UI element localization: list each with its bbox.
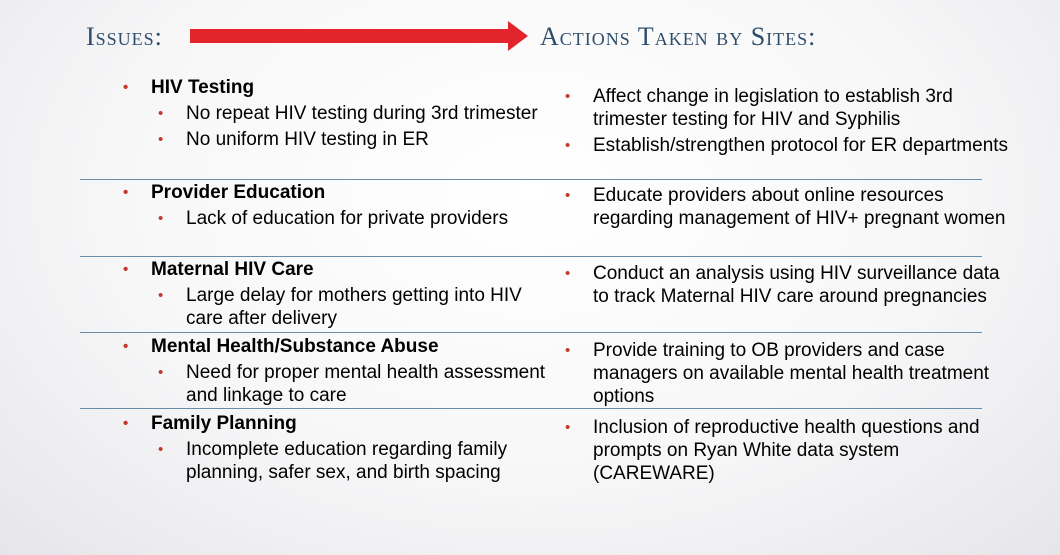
action-item: • Conduct an analysis using HIV surveillance data to track Maternal HIV care around pregnancies xyxy=(565,263,1000,307)
actions-heading: Actions Taken by Sites: xyxy=(540,22,817,51)
issue-hiv-testing xyxy=(123,76,551,151)
row-divider xyxy=(80,256,982,257)
action-item: • Educate providers about online resources regarding management of HIV+ pregnant women xyxy=(565,185,1006,229)
issue-topic: • Maternal HIV Care xyxy=(123,259,314,280)
arrow-shape xyxy=(190,21,528,51)
row-divider xyxy=(80,332,982,333)
action-mental-health xyxy=(565,339,1013,411)
issue-topic: • HIV Testing xyxy=(123,77,255,98)
right-arrow-icon xyxy=(190,21,528,51)
issue-family-planning xyxy=(123,412,551,484)
action-item: • Affect change in legislation to establish 3rd trimester testing for HIV and Syphilis xyxy=(565,86,953,130)
issue-detail: • No repeat HIV testing during 3rd trimester xyxy=(158,103,538,124)
issue-topic: • Family Planning xyxy=(123,413,297,434)
issue-detail: • Large delay for mothers getting into HIV care after delivery xyxy=(158,285,522,329)
action-maternal-hiv-care xyxy=(565,262,1013,311)
issue-provider-education xyxy=(123,181,551,230)
issue-maternal-hiv-care xyxy=(123,258,551,330)
issue-detail: • No uniform HIV testing in ER xyxy=(158,129,429,150)
issue-detail: • Lack of education for private providers xyxy=(158,208,509,229)
issue-mental-health xyxy=(123,335,551,407)
row-divider xyxy=(80,179,982,180)
issue-detail: • Incomplete education regarding family planning, safer sex, and birth spacing xyxy=(158,439,508,483)
action-item: • Inclusion of reproductive health questions and prompts on Ryan White data system (CAREWARE) xyxy=(565,417,980,484)
action-hiv-testing xyxy=(565,85,1013,160)
action-provider-education xyxy=(565,184,1013,233)
action-item: • Establish/strengthen protocol for ER departments xyxy=(565,135,1009,156)
action-item: • Provide training to OB providers and case managers on available mental health treatment options xyxy=(565,340,990,407)
issue-topic: • Provider Education xyxy=(123,182,326,203)
issue-detail: • Need for proper mental health assessment and linkage to care xyxy=(158,362,546,406)
action-family-planning xyxy=(565,416,1013,488)
issues-heading: Issues: xyxy=(86,22,163,51)
issue-topic: • Mental Health/Substance Abuse xyxy=(123,336,439,357)
